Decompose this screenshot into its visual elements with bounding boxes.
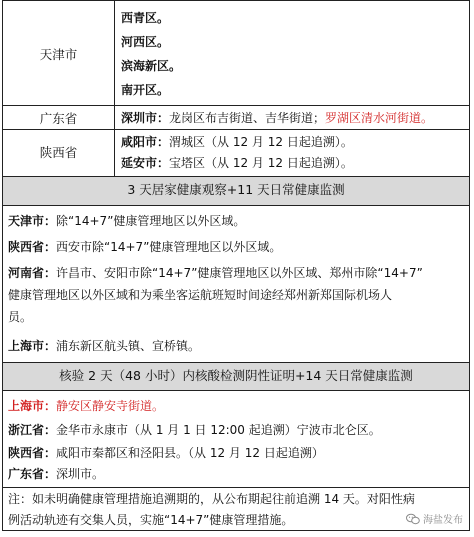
section3-shanghai: 上海市：静安区静安寺街道。 (8, 399, 165, 413)
section-header-nucleic-acid: 核验 2 天（48 小时）内核酸检测阴性证明+14 天日常健康监测 (3, 363, 469, 390)
section2-henan-line-2: 健康管理地区以外区域和为乘坐客运航班短时间途经郑州新郑国际机场人 (8, 288, 393, 302)
province-shaanxi: 陕西省 (39, 145, 78, 160)
watermark-text: 海盐发布 (423, 515, 463, 526)
watermark (406, 511, 463, 526)
tianjin-district-4: 南开区。 (121, 83, 170, 97)
divider (3, 487, 469, 488)
tianjin-district-3: 滨海新区。 (121, 59, 182, 73)
province-tianjin: 天津市 (39, 47, 78, 62)
column-divider (114, 1, 115, 176)
wechat-icon (406, 513, 420, 525)
province-guangdong: 广东省 (39, 111, 78, 126)
tianjin-district-2: 河西区。 (121, 35, 170, 49)
section3-guangdong: 广东省：深圳市。 (8, 467, 105, 481)
section2-shaanxi: 陕西省：西安市除“14+7”健康管理地区以外区域。 (8, 240, 282, 254)
document-table (2, 0, 470, 531)
section-header-home-observation: 3 天居家健康观察+11 天日常健康监测 (3, 177, 469, 205)
section2-henan-line-1: 河南省：许昌市、安阳市除“14+7”健康管理地区以外区域、郑州市除“14+7” (8, 266, 423, 280)
note-line-1: 注：如未明确健康管理措施追溯期的，从公布期起往前追溯 14 天。对阳性病 (8, 492, 415, 506)
divider (3, 205, 469, 206)
section3-shaanxi: 陕西省：咸阳市秦都区和泾阳县。（从 12 月 12 日起追溯） (8, 446, 324, 460)
divider (3, 129, 469, 130)
note-line-2: 例活动轨迹有交集人员，实施“14+7”健康管理措施。 (8, 513, 294, 527)
shaanxi-line-1: 咸阳市：渭城区（从 12 月 12 日起追溯）。 (121, 135, 353, 149)
section3-zhejiang: 浙江省：金华市永康市（从 1 月 1 日 12:00 起追溯）宁波市北仑区。 (8, 423, 381, 437)
section2-shanghai: 上海市：浦东新区航头镇、宣桥镇。 (8, 339, 201, 353)
section2-henan-line-3: 员。 (8, 310, 33, 324)
shaanxi-line-2: 延安市：宝塔区（从 12 月 12 日起追溯）。 (121, 156, 353, 170)
guangdong-line: 深圳市：龙岗区布吉街道、吉华街道；罗湖区清水河街道。 (121, 111, 434, 125)
tianjin-district-1: 西青区。 (121, 11, 170, 25)
divider (3, 390, 469, 391)
divider (3, 105, 469, 106)
section2-tianjin: 天津市：除“14+7”健康管理地区以外区域。 (8, 214, 246, 228)
